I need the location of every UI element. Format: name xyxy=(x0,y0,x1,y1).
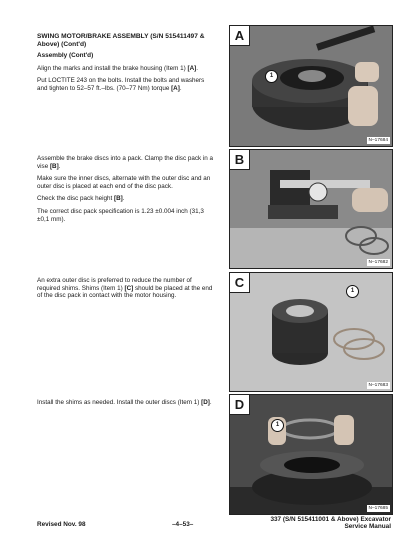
section-c-text xyxy=(37,277,215,305)
footer-revised: Revised Nov. 98 xyxy=(37,521,86,528)
figure-letter: D xyxy=(230,395,250,415)
callout-marker: 1 xyxy=(271,419,284,432)
section-b-text xyxy=(37,155,215,228)
page-title: SWING MOTOR/BRAKE ASSEMBLY (S/N 515411497 & Above) (Cont'd) xyxy=(37,33,205,48)
figure-b-illustration xyxy=(230,150,392,268)
section-a-text xyxy=(37,33,215,98)
figure-b-photo xyxy=(229,149,393,269)
paragraph: Make sure the inner discs, alternate with the outer disc and an outer disc is placed at each end of the disc pack. xyxy=(37,175,211,190)
paragraph: Check the disc pack height [B]. xyxy=(37,195,125,203)
figure-code: N–17682 xyxy=(368,260,388,265)
figure-code: N–17683 xyxy=(368,383,388,388)
figure-a-illustration xyxy=(230,26,392,146)
figure-code: N–17685 xyxy=(368,506,388,511)
callout-marker: 1 xyxy=(346,285,359,298)
paragraph: The correct disc pack specification is 1.23 ±0.004 inch (31,3 ±0,1 mm). xyxy=(37,207,204,223)
figure-letter: C xyxy=(230,273,250,293)
footer-model: 337 (S/N 515411001 & Above) Excavator xyxy=(270,516,391,523)
figure-letter: A xyxy=(230,26,250,46)
paragraph: Install the shims as needed. Install the outer discs (Item 1) [D]. xyxy=(37,399,212,406)
paragraph: Assemble the brake discs into a pack. Clamp the disc pack in a vise [B]. xyxy=(37,155,214,170)
paragraph: Align the marks and install the brake housing (Item 1) [A]. xyxy=(37,64,199,72)
figure-code: N–17684 xyxy=(368,138,388,143)
footer-page-number: –4–53– xyxy=(172,521,194,528)
page-subtitle: Assembly (Cont'd) xyxy=(37,52,94,60)
figure-c-illustration xyxy=(230,273,392,391)
callout-marker: 1 xyxy=(265,70,278,83)
paragraph: Put LOCTITE 243 on the bolts. Install the bolts and washers and tighten to 52–57 ft.–lbs. (70–77 Nm) torque [A]. xyxy=(37,77,205,92)
footer-manual-info xyxy=(270,516,391,530)
figure-letter: B xyxy=(230,150,250,170)
figure-d-photo xyxy=(229,394,393,515)
figure-a-photo xyxy=(229,25,393,147)
figure-d-illustration xyxy=(230,395,392,514)
footer-manual: Service Manual xyxy=(344,523,391,530)
paragraph: An extra outer disc is preferred to reduce the number of required shims. Shims (Item 1) [C] should be placed at the end of the disc pack in contact with the motor housing. xyxy=(37,277,213,300)
section-d-text xyxy=(37,399,215,412)
figure-c-photo xyxy=(229,272,393,392)
